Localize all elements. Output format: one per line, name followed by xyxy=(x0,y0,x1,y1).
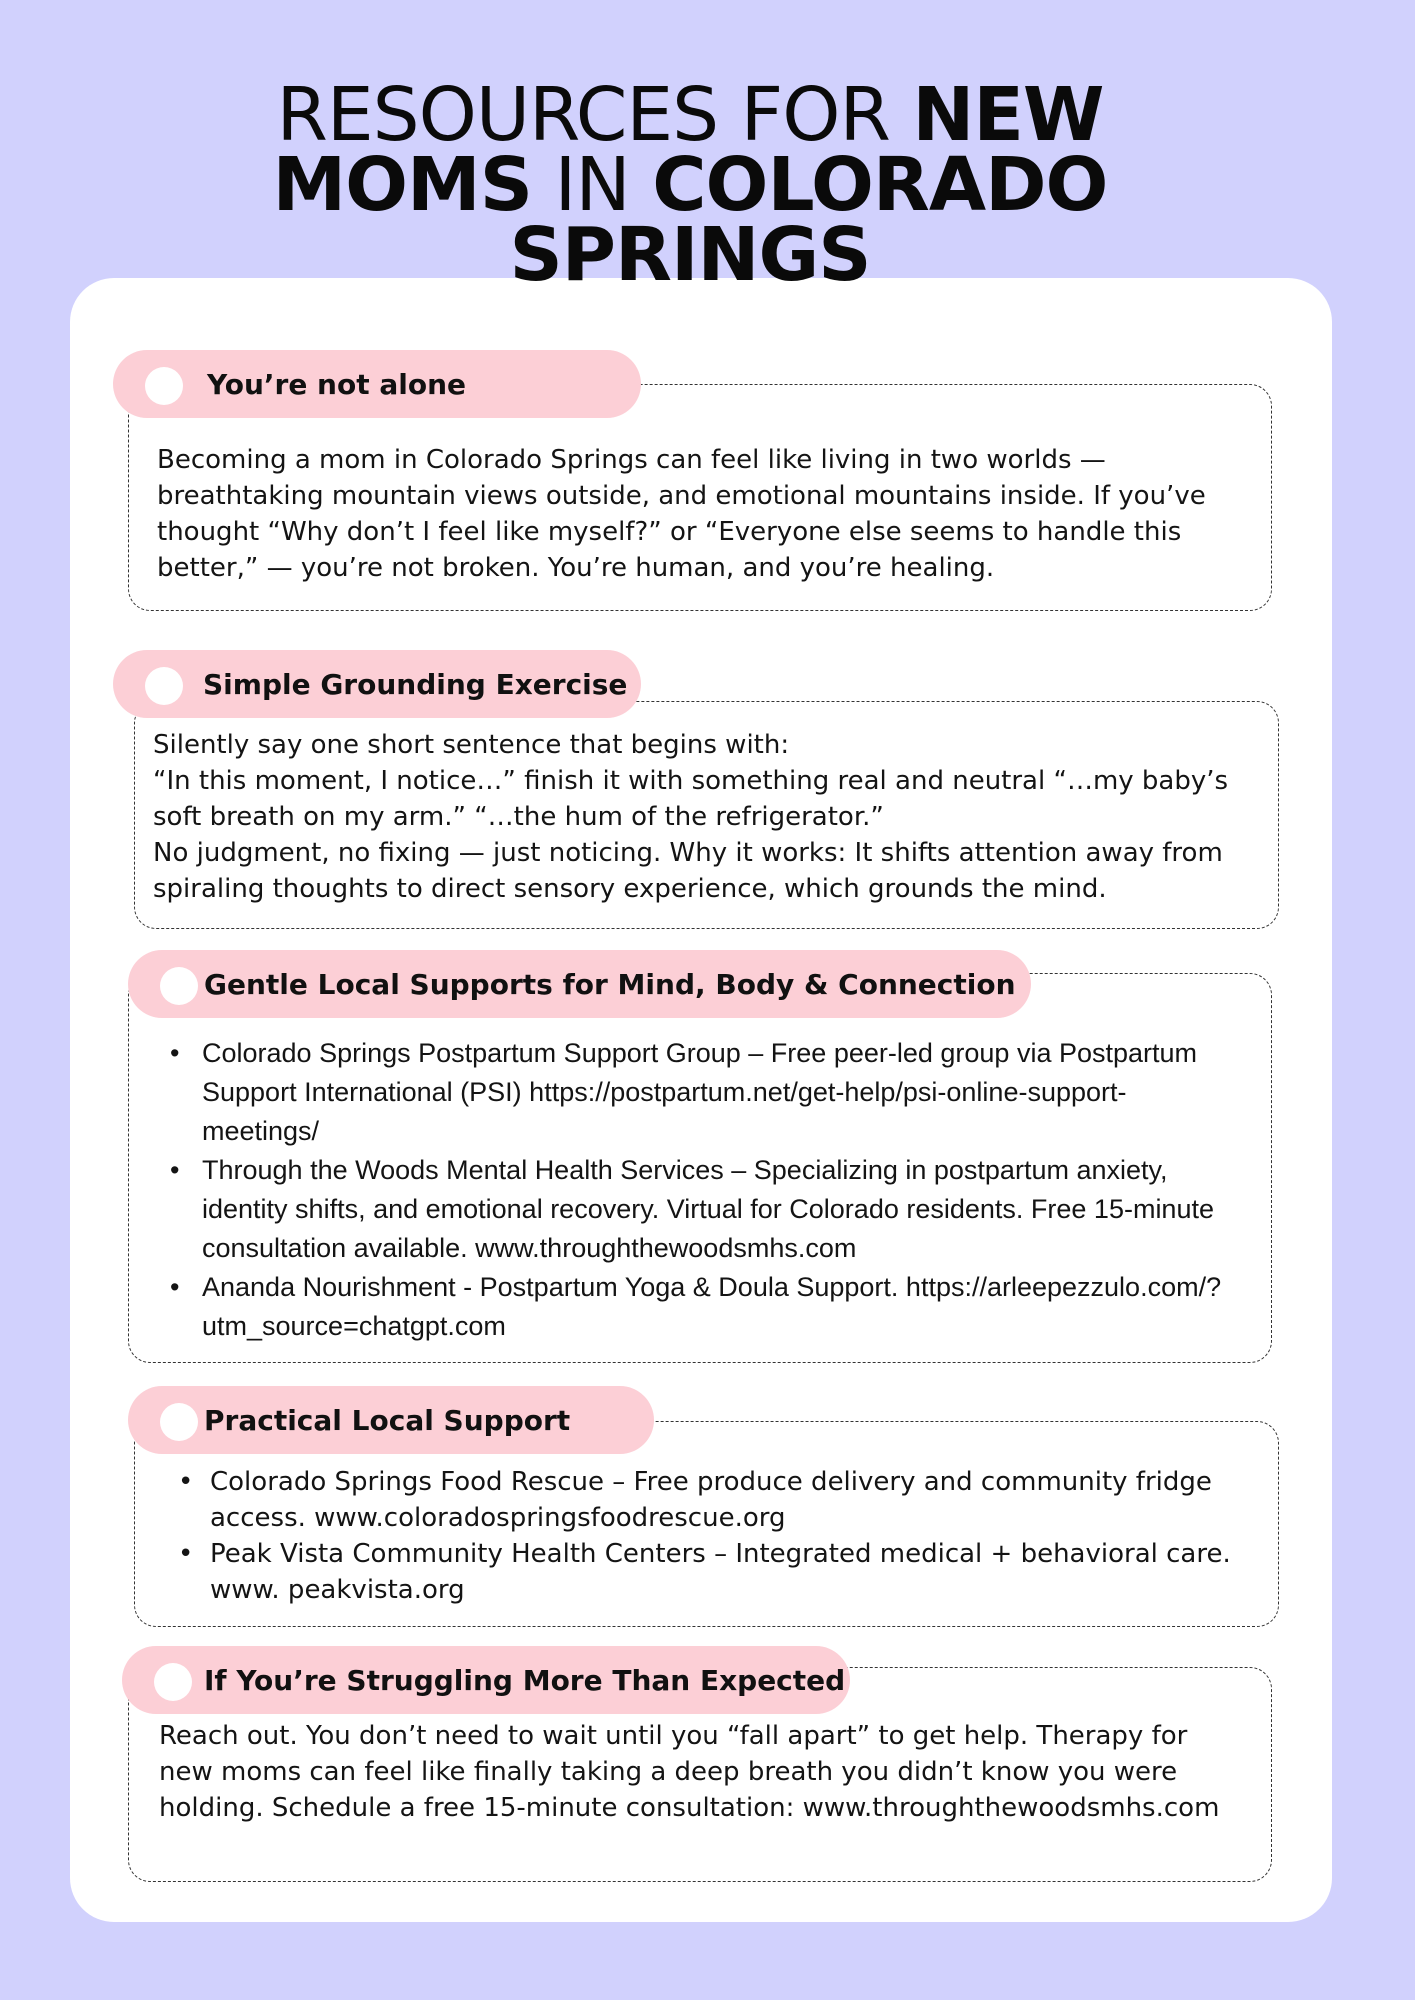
section-struggling-header xyxy=(122,1646,850,1714)
title-emphasis: SPRINGS xyxy=(509,212,871,298)
section-heading: If You’re Struggling More Than Expected xyxy=(204,1663,846,1697)
title-emphasis: COLORADO xyxy=(652,142,1108,228)
page-title xyxy=(0,72,1380,298)
title-line-1 xyxy=(0,72,1380,158)
title-line-3 xyxy=(0,212,1380,298)
bullet-circle-icon xyxy=(160,1403,198,1441)
section-grounding-text xyxy=(153,727,1271,907)
practical-support-list xyxy=(174,1464,1244,1608)
title-emphasis: NEW xyxy=(912,72,1104,158)
title-text: IN xyxy=(532,142,653,228)
bullet-circle-icon xyxy=(160,967,198,1005)
section-heading: Practical Local Support xyxy=(204,1403,571,1437)
grounding-line: Silently say one short sentence that begins with: xyxy=(153,730,790,760)
grounding-line: “In this moment, I notice…” finish it with something real and neutral “…my baby’s soft breath on my arm.” “…the hum of the refrigerator.” xyxy=(153,766,1229,832)
bullet-circle-icon xyxy=(154,1663,192,1701)
section-practical-header xyxy=(128,1386,654,1454)
gentle-supports-list xyxy=(166,1034,1226,1346)
list-item: • Through the Woods Mental Health Services – Specializing in postpartum anxiety, identity shifts, and emotional recovery. Virtual for Colorado residents. Free 15-minute consultation available. www.throughthewoodsmhs.com xyxy=(166,1151,1226,1268)
title-emphasis: MOMS xyxy=(272,142,532,228)
list-item: • Ananda Nourishment - Postpartum Yoga & Doula Support. https://arleepezzulo.com/?utm_source=chatgpt.com xyxy=(166,1268,1226,1346)
section-gentle-supports-header xyxy=(128,950,1031,1018)
bullet-circle-icon xyxy=(145,367,183,405)
grounding-line: No judgment, no fixing — just noticing. Why it works: It shifts attention away from spiraling thoughts to direct sensory experience, which grounds the mind. xyxy=(153,838,1223,904)
list-item: • Colorado Springs Food Rescue – Free produce delivery and community fridge access. www.coloradospringsfoodrescue.org xyxy=(174,1464,1244,1536)
section-grounding-header xyxy=(113,650,641,718)
section-heading: Gentle Local Supports for Mind, Body & Connection xyxy=(204,967,1016,1001)
section-struggling-text: Reach out. You don’t need to wait until you “fall apart” to get help. Therapy for new moms can feel like finally taking a deep breath you didn’t know you were holding. Schedule a free 15-minute consultation: www.throughthewoodsmhs.com xyxy=(159,1721,1220,1823)
title-text: RESOURCES FOR xyxy=(276,72,913,158)
title-line-2 xyxy=(0,142,1380,228)
section-not-alone-header xyxy=(113,350,641,418)
section-not-alone-text: Becoming a mom in Colorado Springs can feel like living in two worlds — breathtaking mountain views outside, and emotional mountains inside. If you’ve thought “Why don’t I feel like myself?” or “Everyone else seems to handle this better,” — you’re not broken. You’re human, and you’re healing. xyxy=(157,445,1206,583)
section-heading: You’re not alone xyxy=(207,367,467,401)
bullet-circle-icon xyxy=(145,667,183,705)
section-heading: Simple Grounding Exercise xyxy=(203,667,628,701)
list-item: • Colorado Springs Postpartum Support Group – Free peer-led group via Postpartum Support International (PSI) https://postpartum.net/get-help/psi-online-support-meetings/ xyxy=(166,1034,1226,1151)
list-item: • Peak Vista Community Health Centers – Integrated medical + behavioral care. www. peakvista.org xyxy=(174,1536,1244,1608)
